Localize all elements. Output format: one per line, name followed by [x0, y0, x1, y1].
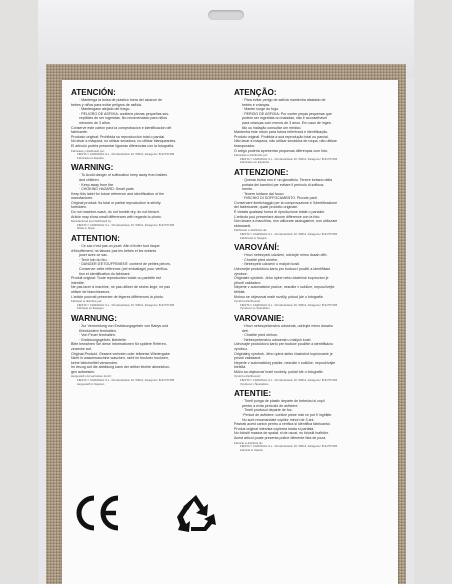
warning-text-line: · Ce sac n'est pas un jouet. Afin d'éviter tout risque — [79, 244, 160, 249]
manufacturer-info-line: Fabricat în Spania — [240, 447, 263, 452]
manufacturer-info-line: FIESTA Y CARNAVAL S.L. / Ronda Edison 16, 50014, Zaragoza / B-91757495 — [240, 302, 338, 307]
warning-text-line: Nu sunt recomandate copiilor minori de 3 ani. — [242, 417, 315, 422]
manufacturer-info-line: FIESTA Y CARNAVAL S.L. / Ronda Edison 16, 50014, Zaragoza / B-91757495 — [77, 222, 175, 227]
warning-text-line: Uchovejte produktovu kartu pro budoucí použití a identifikaci — [234, 267, 331, 271]
manufacturer-info-line: FIESTA Y CARNAVAL S.L. / Ronda Edison 16, 50014, Zaragoza / B-91757495 — [240, 444, 338, 449]
warning-text-line: L'article pourrait présenter de légeres différences la photo. — [71, 294, 164, 299]
warning-text-line: · Manter longe do fogo. — [242, 107, 280, 112]
warning-text-line: L'articolo può presentare alcune differenze con la foto. — [234, 214, 321, 219]
warning-block-it — [234, 168, 390, 240]
warning-text-line: · Nebezpečí udusení u malých kostí. — [242, 262, 301, 267]
manufacturer-info-es — [71, 150, 227, 161]
warning-text-line: Keep this label for future reference and identification of the — [71, 191, 165, 196]
warning-text-line: O artigo poderia apresentar pequenas diferenças com foto. — [234, 148, 329, 153]
warning-heading-fr: ATTENTION: — [71, 234, 120, 244]
warning-text-line: · CHOKING HAZARD: Small parts — [79, 187, 134, 192]
warning-text-line: · Tenir loin du feu. — [79, 257, 108, 262]
warning-text-line: interdite. — [71, 280, 85, 285]
warning-text-line: bebes y niños para evitar peligros de asfixia. — [71, 102, 142, 107]
warning-text-line: · Tenere lontano dal fuoco. — [242, 191, 285, 196]
manufacturer-info-ro — [234, 442, 390, 453]
warning-text-line: manufacturer. — [71, 196, 93, 201]
manufacturer-info-line: FIESTA Y CARNAVAL S.L. / Ronda Edison 16, 50014, Zaragoza / B-91757495 — [77, 378, 175, 383]
warning-text-line: Uchovajte produktovú kartu pre budúce použitie a identifikáciu — [234, 342, 333, 347]
warning-text-line: mento. — [242, 187, 253, 192]
warning-text-line: · Chráňte pred ohňom. — [242, 333, 279, 338]
warning-text-line: Non lavare a macchina, non utilizzare asciugatrice, non utilizzare — [234, 219, 338, 224]
manufacturer-info-line: Fabricado y distribuido por: — [71, 148, 105, 153]
warning-text-line: branqueador. — [234, 143, 256, 148]
manufacturer-info-pt — [234, 154, 390, 165]
warning-text-line: bebés e crianças. — [242, 102, 271, 107]
warning-text-line: Originálny výrobok. Jeho úplné alebo čiastočné kopírovanie je — [234, 351, 333, 356]
warning-text-line: sbiancanti. — [234, 223, 252, 228]
manufacturer-info-line: FIESTA Y CARNAVAL S.L. / Ronda Edison 16, 50014, Zaragoza / B-91757495 — [240, 378, 338, 383]
warning-text-line: utiliser de blanchisseurs. — [71, 289, 111, 294]
warning-text-line: · Keep away from fire. — [79, 182, 115, 187]
warning-block-en — [71, 163, 227, 231]
warning-text-line: · To Avoid danger of suffocation keep away from babies — [79, 173, 168, 178]
warning-text-line: Mantenha este rótulo para futura referência e identificação. — [234, 130, 329, 135]
warning-text-line: · Mantengase alejado del fuego. — [79, 107, 131, 112]
warning-text-line: Acest articol poate prezenta putine diferente fata de poza. — [234, 436, 327, 440]
warning-text-line: gen aufweisen. — [71, 369, 96, 374]
manufacturer-info-line: Fabricat și distribuit de: — [234, 440, 263, 445]
warning-heading-es: ATENCIÓN: — [71, 88, 116, 97]
warning-text-line: Do not machine-wash, do not tumble dry, do not bleach. — [71, 210, 160, 215]
warning-text-line: Produit original: Toute reproduction totale ou partielle est — [71, 276, 161, 281]
warning-text-line: pentru a evita pericolul de asfixiere. — [242, 403, 299, 408]
manufacturer-info-line: Fabricado en España — [77, 155, 104, 160]
warning-text-line: fabricante. — [71, 130, 88, 135]
manufacturer-info-line: Manufactured and distributed by: — [71, 219, 112, 224]
warning-text-line: · Tineti produsul departe de foc. — [242, 408, 293, 413]
warning-text-line: Conserve este carton para la comprobacion e identificacion del — [71, 125, 172, 130]
warning-text-line: · Hrozí nebezpečí udušení, udržujte mimo dosah dětí. — [242, 253, 328, 258]
manufacturer-info-line: Vyrobil a distribuoval: — [234, 374, 261, 379]
warning-text-line: menores de 3 años. — [79, 120, 111, 125]
manufacturer-info-en — [71, 220, 227, 231]
warning-text-line: Conservare linetichaggio per la comprovazione e l'identificazione — [234, 200, 338, 205]
warning-text-line: keine bleichmittel verwenden. — [71, 360, 119, 365]
manufacturer-info-line: FIESTA Y CARNAVAL S.L. / Ronda Edison 16, 50014, Zaragoza / B-91757495 — [240, 232, 338, 237]
warning-text-line: Article may show small differences with regards to photo. — [71, 214, 162, 219]
warning-text-line: · DANGER D'ETOUFFEMENT: contient de petites pièces. — [79, 262, 171, 267]
warning-text-line: ·Pericol de asfixiere: contine piese mici ce pot fi înghițite. — [242, 413, 333, 418]
manufacturer-info-line: Hergestellt in Spanien — [77, 381, 105, 386]
warning-text-line: podem ser ingeridas ou inaladas, não é aconselhável — [242, 116, 327, 121]
warning-text-line: Môžu sa objavovať malé rozdiely, pokiaľ ide o fotografie. — [234, 369, 324, 374]
warning-text-line: · Hrozí nebezpečenstvo udusenia, udržujte mimo dosahu — [242, 323, 333, 328]
manufacturer-info-line: Fabbricato e distribuito da: — [234, 228, 267, 233]
warning-heading-sk: VAROVANIE: — [234, 313, 285, 323]
warning-text-line: È vietata qualsiasi forma di riproduzione totale o parziale. — [234, 210, 326, 215]
recycle-icon — [174, 492, 218, 534]
warning-heading-cz: VAROVÁNÍ: — [234, 243, 280, 253]
warning-text-line: Mohou se objevovat malé rozdíly, pokud jde o fotografie. — [234, 294, 324, 299]
warning-block-cz — [234, 243, 390, 311]
warning-text-line: and children. — [79, 177, 100, 182]
manufacturer-info-fr — [71, 300, 227, 311]
warning-heading-it: ATTENZIONE: — [234, 167, 289, 177]
warning-text-line: Bitte bewahren Sie diese Informationen für spätere Referen- — [71, 342, 167, 347]
warning-text-line: del fabbricante, quale prodotto originale. — [234, 205, 299, 210]
warning-text-line: přísně zakázáno. — [234, 280, 262, 285]
warning-text-line: Produs original interzisa copierea totala si partiala. — [234, 426, 315, 431]
warning-text-line: Ne pas laver à machine, ne pas utiliser de sèche-linge, ne pas — [71, 285, 171, 290]
warning-text-line: výrobce. — [234, 271, 248, 276]
warning-text-line: forbidden. — [71, 205, 87, 210]
warning-text-line: Nicht in waschmaschine waschen, nicht im trockner trocknen, — [71, 356, 169, 361]
warning-heading-de: WARNUNG: — [71, 313, 117, 323]
warning-text-line: · PELIGRO DE ASFIXIA: contiene piezas pequeñas sus- — [79, 111, 170, 116]
manufacturer-info-line: Fabriqué en Espagne — [77, 306, 104, 311]
warning-text-line: Não lavar à máquina, não utilizar secadora de roupa, não utilizar — [234, 139, 337, 144]
warning-text-line: výrobcu. — [234, 346, 248, 351]
label-column-left — [71, 86, 227, 389]
manufacturer-info-line: FIESTA Y CARNAVAL S.L. / Ronda Edison 16, 50014, Zaragoza / B-91757495 — [240, 156, 338, 161]
manufacturer-info-cz — [234, 300, 390, 311]
warning-text-line: Pastrati acest carton pentru a verifica si identifica fabricantul. — [234, 422, 331, 427]
warning-text-line: Original-Produkt. Gesamt verboten oder teilweise Wiedergabe — [71, 351, 170, 356]
warning-text-line: · Von Feuer fernhalten. — [79, 333, 116, 338]
warning-label-card — [62, 80, 398, 584]
manufacturer-info-line: Vyrobené v Španielsku — [240, 381, 269, 386]
warning-text-line: Conserver cette référence (cet emballage) pour vérifica- — [79, 267, 169, 271]
warning-heading-en: WARNING: — [71, 163, 114, 173]
manufacturer-info-line: Fabricado em Espanha — [240, 160, 269, 165]
warning-text-line: Nu folositi masina de spalat, si de uscat, nu folositi inalbitor. — [234, 431, 329, 436]
warning-block-fr — [71, 234, 227, 311]
manufacturer-info-line: Fabbricato in Spagna — [240, 235, 267, 240]
warning-text-line: Producto original: Prohibida su reproducción total o parcial. — [71, 134, 166, 139]
manufacturer-info-line: Vyrobeno ve Španělsku — [240, 306, 270, 311]
warning-text-line: El artículo podría presentar ligueras diferencias con la fotografía. — [71, 143, 175, 148]
warning-text-line: · Zur Vermeidung von Erstickungsgefahr von Babys und — [79, 323, 169, 328]
warning-text-line: prísne zakázané. — [234, 356, 262, 361]
manufacturer-info-line: Fabriqué et distribué par: — [71, 299, 103, 304]
warning-heading-pt: ATENÇÃO: — [234, 88, 277, 97]
warning-text-line: · Erstickungsgefahr, kleinteile. — [79, 337, 127, 342]
warning-text-line: Neperte v automatické pračce, nesušte v sušičce, nepoužívejte — [234, 285, 335, 290]
warning-text-line: No lavar a máquina, no utilizar secadora, no utilizar blanqueantes. — [71, 139, 177, 144]
manufacturer-info-sk — [234, 375, 390, 386]
warning-text-line: para crianças com menos de 3 anos. Em caso de inges- — [242, 120, 332, 125]
manufacturer-info-line: Vyrobil a distribuoval: — [234, 299, 261, 304]
manufacturer-info-line: Fabricado e distribuído por: — [234, 153, 269, 158]
warning-block-de — [71, 314, 227, 386]
warning-text-line: zzwecke auf. — [71, 346, 92, 351]
warning-text-line: portata dei bambini per evitare il pericolo di soffoca- — [242, 182, 325, 187]
warning-text-line: ceptibles de ser ingeridas. No recomendado para niños — [79, 116, 168, 121]
warning-heading-ro: ATENTIE: — [234, 389, 272, 399]
warning-text-line: Kleinkindern fernhalten. — [79, 328, 117, 333]
warning-text-line: · Questa borsa non e' un giocattolo. Tenere lontano dalla — [242, 177, 333, 182]
warning-text-line: Produto original. Proibida a sua reprodução total ou parcial. — [234, 134, 329, 139]
ce-mark-icon — [74, 492, 122, 534]
warning-text-line: bielidlá. — [234, 365, 247, 370]
warning-text-line: bělidla. — [234, 289, 246, 294]
warning-block-es — [71, 88, 227, 160]
warning-text-line: tion et identification du fabricant. — [79, 271, 131, 276]
warning-block-pt — [234, 88, 390, 165]
warning-text-line: d'étouffement, ne laissez pas les bébés et les enfants — [71, 248, 157, 253]
hang-hole — [208, 10, 244, 20]
warning-text-line: jouer avec ce sac. — [79, 253, 108, 258]
warning-text-line: · Chraňte před ohněm. — [242, 257, 279, 262]
manufacturer-info-line: Hergestellt und vertrieben durch: — [71, 374, 112, 379]
warning-text-line: · Mantenga la bolsa de plástico fuera del alcance de — [79, 98, 163, 102]
manufacturer-info-de — [71, 375, 227, 386]
warning-text-line: Im bezug auf die abbildung kann der artikel leichte abweichun- — [71, 365, 171, 370]
manufacturer-info-line: FIESTA Y CARNAVAL S.L. / Ronda Edison 16, 50014, Zaragoza / B-91757495 — [77, 302, 175, 307]
warning-text-line: Neperte v automatickej práčke, nesušte v sušičke, nepoužívajte — [234, 360, 336, 365]
warning-text-line: · Nebezpečenstvo udusenia u malých kostí. — [242, 337, 312, 342]
warning-block-ro — [234, 389, 390, 452]
manufacturer-info-line: Made in Spain — [77, 226, 95, 231]
warning-text-line: · RISCHIO DI SOFFOCAMENTO. Piccole parti. — [242, 196, 318, 201]
warning-text-line: tão ou inalação consultar um médico. — [242, 125, 302, 130]
warning-block-sk — [234, 314, 390, 386]
warning-text-line: Originální výrobek. Jeho úplné nebo částečné kopírování je — [234, 276, 329, 281]
warning-text-line: detí. — [242, 328, 249, 333]
warning-text-line: · Para evitar perigo de asfixia mantenha afastado de — [242, 98, 326, 102]
manufacturer-info-it — [234, 229, 390, 240]
warning-text-line: Original product: Its total or partial reproduction is strictly — [71, 200, 161, 205]
warning-text-line: · PERIGO DE ASFIXIA: Por conter peças pequenas que — [242, 111, 332, 116]
label-column-right — [234, 86, 390, 455]
compliance-symbols — [74, 492, 224, 542]
warning-text-line: · Tineti punga de plastic departe de bebelusi si copii — [242, 399, 325, 404]
manufacturer-info-line: FIESTA Y CARNAVAL S.L. / Ronda Edison 16, 50014, Zaragoza / B-91757495 — [77, 152, 175, 157]
